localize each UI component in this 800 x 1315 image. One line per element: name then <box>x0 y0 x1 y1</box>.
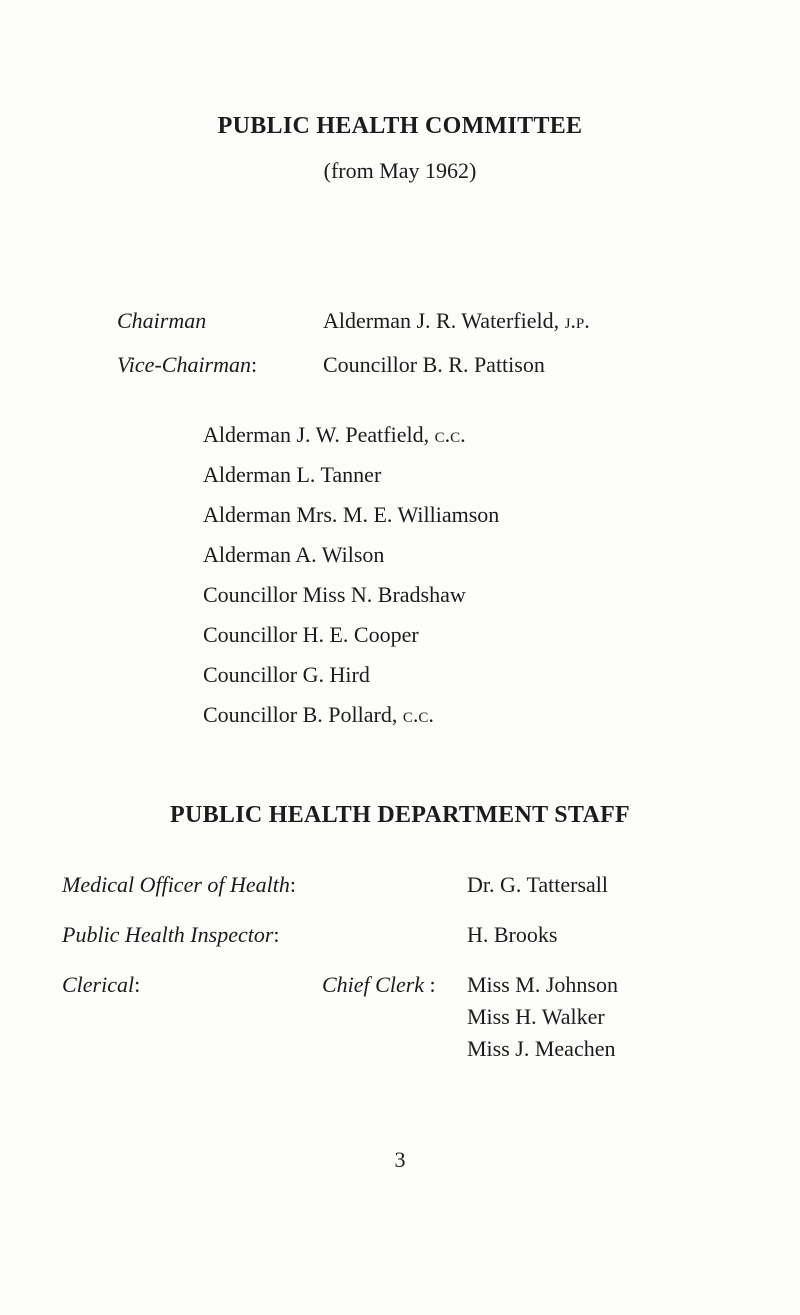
list-item <box>203 702 434 728</box>
moh-label-text: Medical Officer of Health <box>62 872 290 897</box>
vice-chairman-colon: : <box>251 352 258 377</box>
clerical-label-text: Clerical <box>62 972 135 997</box>
member-name: Councillor B. Pollard, <box>203 702 398 727</box>
committee-title: PUBLIC HEALTH COMMITTEE <box>217 113 583 139</box>
staff-title: PUBLIC HEALTH DEPARTMENT STAFF <box>169 802 630 828</box>
phi-label-text: Public Health Inspector <box>62 922 274 947</box>
list-item <box>203 662 370 688</box>
phi-name: H. Brooks <box>467 922 558 947</box>
chief-clerk-label <box>322 972 436 998</box>
member-name: Councillor H. E. Cooper <box>203 622 419 647</box>
list-item: Miss M. Johnson <box>467 972 618 997</box>
moh-name: Dr. G. Tattersall <box>467 872 609 897</box>
chairman-label: Chairman <box>117 308 207 333</box>
chief-clerk-label-text: Chief Clerk <box>322 972 425 997</box>
chairman-name <box>323 308 590 334</box>
moh-label <box>62 872 296 898</box>
member-name: Alderman A. Wilson <box>203 542 385 567</box>
list-item <box>203 542 384 568</box>
chairman-suffix: j.p. <box>564 308 590 333</box>
list-item <box>203 502 499 528</box>
clerical-label <box>62 972 140 998</box>
vice-chairman-label <box>117 352 257 378</box>
member-suffix: c.c. <box>402 702 434 727</box>
list-item: Miss H. Walker <box>467 1004 605 1029</box>
clerical-colon: : <box>134 972 141 997</box>
member-name: Alderman L. Tanner <box>203 462 382 487</box>
moh-colon: : <box>289 872 297 897</box>
list-item <box>203 422 466 448</box>
phi-colon: : <box>273 922 280 947</box>
page-number: 3 <box>394 1147 406 1172</box>
vice-chairman-label-text: Vice-Chairman <box>117 352 252 377</box>
phi-label <box>62 922 280 948</box>
list-item <box>203 622 419 648</box>
chairman-name-text: Alderman J. R. Waterfield, <box>323 308 560 333</box>
member-name: Alderman Mrs. M. E. Williamson <box>203 502 500 527</box>
member-name: Councillor Miss N. Bradshaw <box>203 582 466 607</box>
member-name: Councillor G. Hird <box>203 662 370 687</box>
chief-clerk-colon: : <box>424 972 436 997</box>
list-item: Miss J. Meachen <box>467 1036 616 1061</box>
list-item <box>203 462 381 488</box>
member-name: Alderman J. W. Peatfield, <box>203 422 430 447</box>
committee-subtitle: (from May 1962) <box>323 158 477 183</box>
list-item <box>203 582 466 608</box>
vice-chairman-name: Councillor B. R. Pattison <box>323 352 545 377</box>
member-suffix: c.c. <box>434 422 466 447</box>
